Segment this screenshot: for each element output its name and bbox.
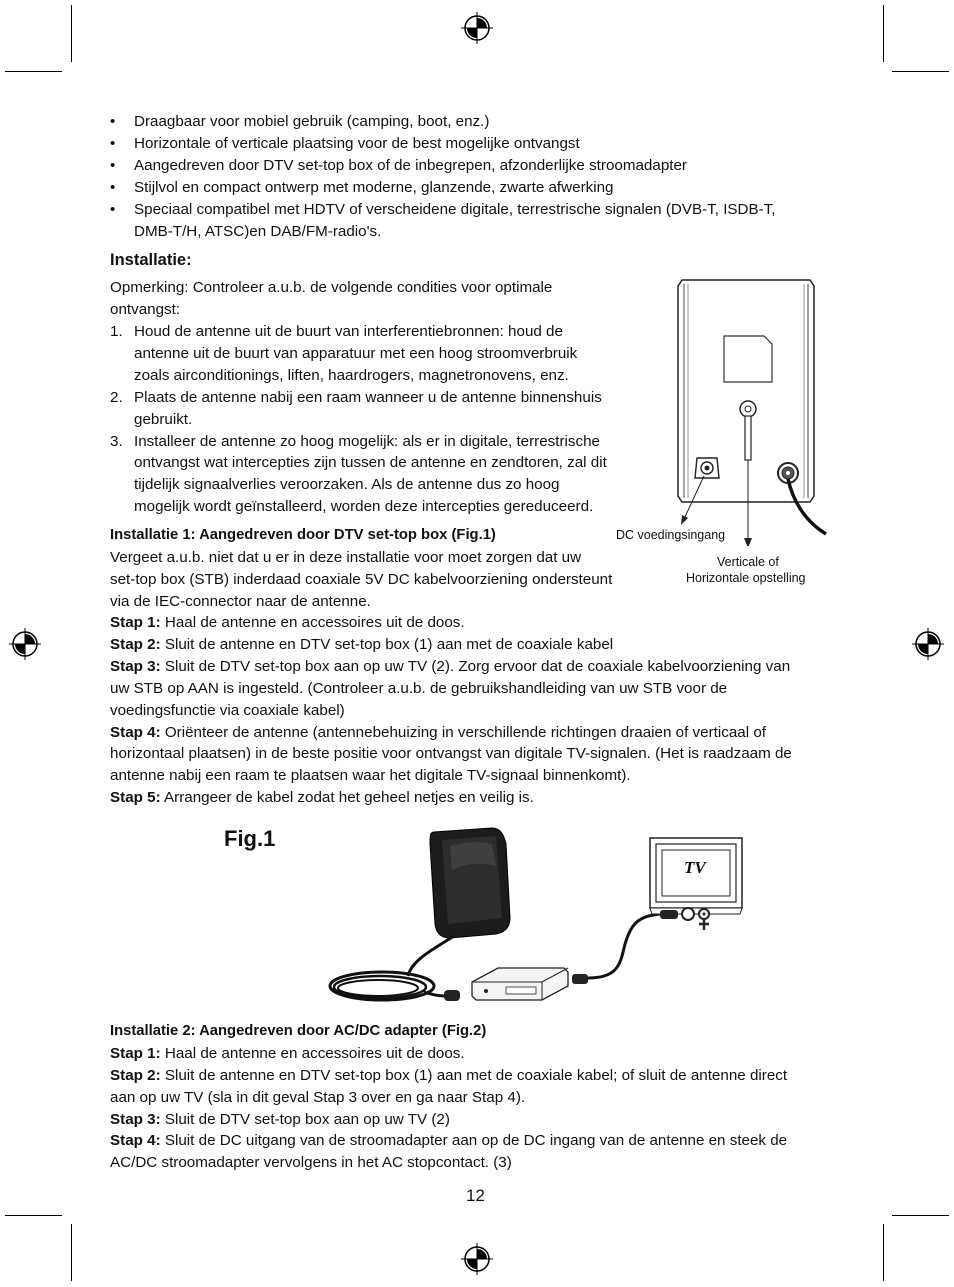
install2-heading: Installatie 2: Aangedreven door AC/DC adapter (Fig.2) xyxy=(110,1023,487,1039)
condition-text: Installeer de antenne zo hoog mogelijk: als er in digitale, terrestrische xyxy=(134,433,601,450)
diagram-label-orientation: Horizontale opstelling xyxy=(686,571,806,585)
figure-label: Fig.1 xyxy=(224,826,276,851)
install1-intro: Vergeet a.u.b. niet dat u er in deze installatie voor moet zorgen dat uw xyxy=(110,549,582,566)
install1-step-3-cont: voedingsfunctie via coaxiale kabel) xyxy=(110,702,345,719)
registration-mark-icon xyxy=(912,628,944,660)
install1-intro: via de IEC-connector naar de antenne. xyxy=(110,593,371,610)
feature-item: Aangedreven door DTV set-top box of de inbegrepen, afzonderlijke stroomadapter xyxy=(134,157,687,174)
condition-text: Plaats de antenne nabij een raam wanneer u de antenne binnenshuis xyxy=(134,389,602,406)
install2-step-1: Stap 1: Haal de antenne en accessoires uit de doos. xyxy=(110,1045,465,1062)
install2-step-2-cont: aan op uw TV (sla in dit geval Stap 3 over en ga naar Stap 4). xyxy=(110,1089,526,1106)
crop-mark xyxy=(892,1215,949,1216)
bullet: • xyxy=(110,201,116,218)
crop-mark xyxy=(883,1224,884,1281)
install2-step-4-cont: AC/DC stroomadapter vervolgens in het AC stopcontact. (3) xyxy=(110,1154,512,1171)
condition-text: mogelijk wordt geïnstalleerd, worden deze intercepties gereduceerd. xyxy=(134,498,594,515)
feature-item: Draagbaar voor mobiel gebruik (camping, boot, enz.) xyxy=(134,113,490,130)
bullet: • xyxy=(110,135,116,152)
install1-step-5: Stap 5: Arrangeer de kabel zodat het geheel netjes en veilig is. xyxy=(110,789,534,806)
install1-step-4: Stap 4: Oriënteer de antenne (antennebehuizing in verschillende richtingen draaien of verticaal of xyxy=(110,724,766,741)
install1-step-4-cont: antenne nabij een raam te plaatsen waar het digitale TV-signaal binnenkomt). xyxy=(110,767,631,784)
install1-intro: set-top box (STB) inderdaad coaxiale 5V DC kabelvoorziening ondersteunt xyxy=(110,571,613,588)
installation-figure xyxy=(320,826,750,1010)
condition-text: Houd de antenne uit de buurt van interferentiebronnen: houd de xyxy=(134,323,563,340)
bullet: • xyxy=(110,179,116,196)
install1-step-1: Stap 1: Haal de antenne en accessoires uit de doos. xyxy=(110,614,465,631)
feature-item: Horizontale of verticale plaatsing voor de best mogelijke ontvangst xyxy=(134,135,580,152)
install1-step-2: Stap 2: Sluit de antenne en DTV set-top box (1) aan met de coaxiale kabel xyxy=(110,636,614,653)
bullet: • xyxy=(110,157,116,174)
diagram-label-dc-input: DC voedingsingang xyxy=(616,528,726,542)
install2-step-3: Stap 3: Sluit de DTV set-top box aan op uw TV (2) xyxy=(110,1111,450,1128)
install1-heading: Installatie 1: Aangedreven door DTV set-top box (Fig.1) xyxy=(110,527,496,543)
registration-mark-icon xyxy=(461,1243,493,1275)
bullet: • xyxy=(110,113,116,130)
feature-item: Stijlvol en compact ontwerp met moderne, glanzende, zwarte afwerking xyxy=(134,179,614,196)
registration-mark-icon xyxy=(9,628,41,660)
crop-mark xyxy=(5,1215,62,1216)
page-number: 12 xyxy=(466,1186,485,1205)
crop-mark xyxy=(71,1224,72,1281)
section-heading: Installatie: xyxy=(110,251,192,269)
install2-step-2: Stap 2: Sluit de antenne en DTV set-top box (1) aan met de coaxiale kabel; of sluit de antenne direct xyxy=(110,1067,788,1084)
crop-mark xyxy=(883,5,884,62)
crop-mark xyxy=(71,5,72,62)
antenna-back-diagram xyxy=(660,276,840,546)
install2-step-4: Stap 4: Sluit de DC uitgang van de stroomadapter aan op de DC ingang van de antenne en steek de xyxy=(110,1132,788,1149)
condition-text: zoals airconditionings, liften, haardrogers, magnetronovens, enz. xyxy=(134,367,569,384)
feature-item-continuation: DMB-T/H, ATSC)en DAB/FM-radio's. xyxy=(134,223,382,240)
note-text: Opmerking: Controleer a.u.b. de volgende condities voor optimale xyxy=(110,279,553,296)
condition-text: antenne uit de buurt van apparatuur met een hoog stroomverbruik xyxy=(134,345,578,362)
crop-mark xyxy=(892,71,949,72)
diagram-label-orientation: Verticale of xyxy=(717,555,779,569)
list-number: 1. xyxy=(110,323,123,340)
tv-label: TV xyxy=(684,858,706,877)
install1-step-3-cont: uw STB op AAN is ingesteld. (Controleer a.u.b. de gebruikshandleiding van uw STB voor de xyxy=(110,680,728,697)
crop-mark xyxy=(5,71,62,72)
feature-item: Speciaal compatibel met HDTV of verscheidene digitale, terrestrische signalen (DVB-T, ISDB-T, xyxy=(134,201,776,218)
registration-mark-icon xyxy=(461,12,493,44)
install1-step-3: Stap 3: Sluit de DTV set-top box aan op uw TV (2). Zorg ervoor dat de coaxiale kabelvoorziening van xyxy=(110,658,791,675)
list-number: 3. xyxy=(110,433,123,450)
list-number: 2. xyxy=(110,389,123,406)
install1-step-4-cont: horizontaal plaatsen) in de beste positie voor ontvangst van digitale TV-signalen. (Het is raadzaam de xyxy=(110,745,792,762)
condition-text: tijdelijk signaalverlies veroorzaken. Als de antenne dus zo hoog xyxy=(134,476,560,493)
condition-text: ontvangst wat intercepties zijn tussen de antenne en zendtoren, zal dit xyxy=(134,454,607,471)
note-text: ontvangst: xyxy=(110,301,181,318)
condition-text: gebruikt. xyxy=(134,411,193,428)
